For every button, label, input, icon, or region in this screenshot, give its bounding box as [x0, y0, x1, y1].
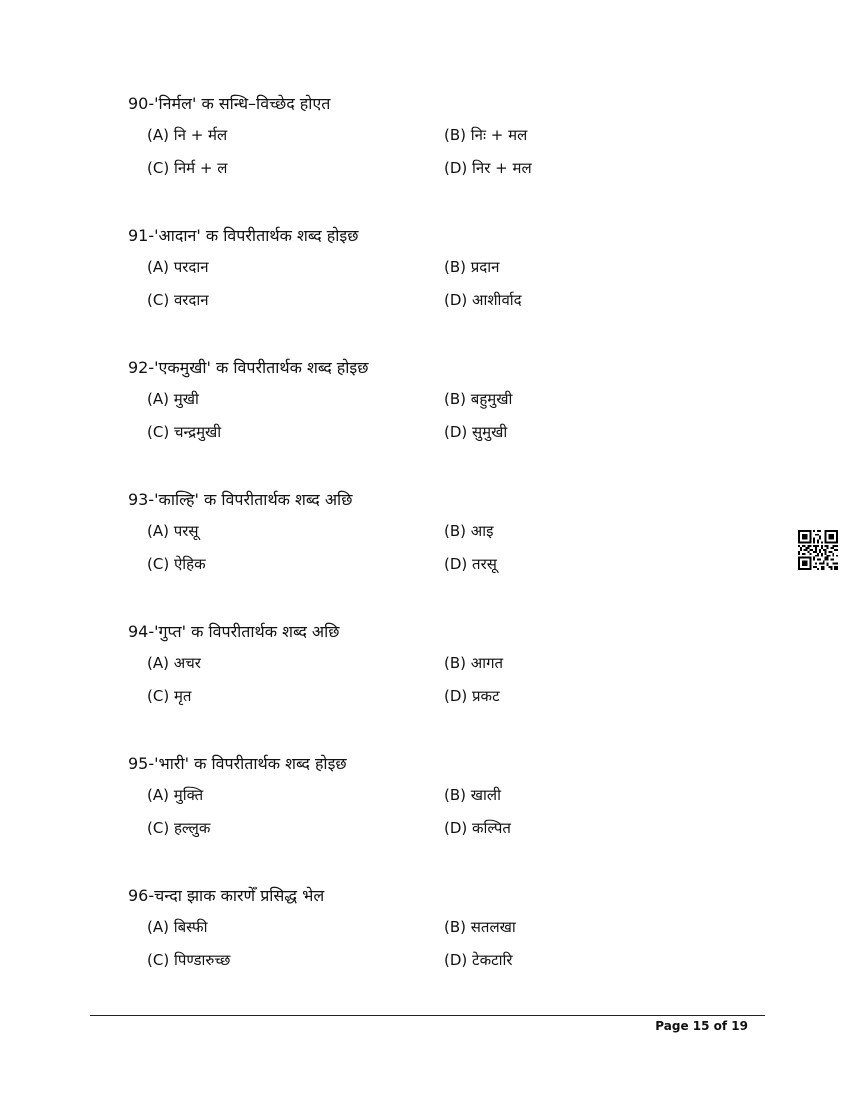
option-c: (C) निर्म + ल — [147, 159, 228, 177]
options — [147, 515, 748, 581]
option-b: (B) आगत — [444, 654, 504, 672]
option-d: (D) तरसू — [444, 555, 497, 573]
option-c: (C) चन्द्रमुखी — [147, 423, 222, 441]
option-a: (A) परदान — [147, 258, 209, 276]
option-c: (C) पिण्डारुच्छ — [147, 951, 231, 969]
option-a: (A) मुखी — [147, 390, 199, 408]
question-text: 90-'निर्मल' क सन्धि–विच्छेद होएत — [128, 94, 331, 113]
question-95 — [128, 752, 748, 884]
options — [147, 911, 748, 977]
option-a: (A) नि + र्मल — [147, 126, 228, 144]
option-d: (D) टेकटारि — [444, 951, 513, 969]
option-b: (B) निः + मल — [444, 126, 528, 144]
option-d: (D) आशीर्वाद — [444, 291, 522, 309]
question-text: 96-चन्दा झाक कारणेँ प्रसिद्ध भेल — [128, 886, 325, 905]
option-d: (D) प्रकट — [444, 687, 500, 705]
question-text: 95-'भारी' क विपरीतार्थक शब्द होइछ — [128, 754, 347, 773]
question-91 — [128, 224, 748, 356]
page-number: Page 15 of 19 — [655, 1019, 748, 1033]
option-b: (B) आइ — [444, 522, 494, 540]
options — [147, 119, 748, 185]
option-b: (B) प्रदान — [444, 258, 500, 276]
footer-divider — [90, 1015, 765, 1016]
question-text: 92-'एकमुखी' क विपरीतार्थक शब्द होइछ — [128, 358, 369, 377]
options — [147, 383, 748, 449]
option-b: (B) सतलखा — [444, 918, 516, 936]
option-b: (B) खाली — [444, 786, 501, 804]
question-96 — [128, 884, 748, 1016]
option-c: (C) हल्लुक — [147, 819, 211, 837]
question-text: 93-'काल्हि' क विपरीतार्थक शब्द अछि — [128, 490, 353, 509]
option-c: (C) वरदान — [147, 291, 209, 309]
option-d: (D) सुमुखी — [444, 423, 508, 441]
question-text: 91-'आदान' क विपरीतार्थक शब्द होइछ — [128, 226, 359, 245]
option-c: (C) ऐहिक — [147, 555, 206, 573]
question-93 — [128, 488, 748, 620]
option-b: (B) बहुमुखी — [444, 390, 513, 408]
option-a: (A) मुक्ति — [147, 786, 204, 804]
question-text: 94-'गुप्त' क विपरीतार्थक शब्द अछि — [128, 622, 340, 641]
options — [147, 647, 748, 713]
options — [147, 779, 748, 845]
option-d: (D) निर + मल — [444, 159, 532, 177]
option-a: (A) परसू — [147, 522, 199, 540]
question-94 — [128, 620, 748, 752]
qr-code-icon — [798, 530, 838, 570]
question-92 — [128, 356, 748, 488]
option-c: (C) मृत — [147, 687, 192, 705]
option-a: (A) अचर — [147, 654, 201, 672]
option-d: (D) कल्पित — [444, 819, 511, 837]
question-90 — [128, 92, 748, 224]
question-list — [128, 92, 748, 1016]
option-a: (A) बिस्फी — [147, 918, 208, 936]
options — [147, 251, 748, 317]
